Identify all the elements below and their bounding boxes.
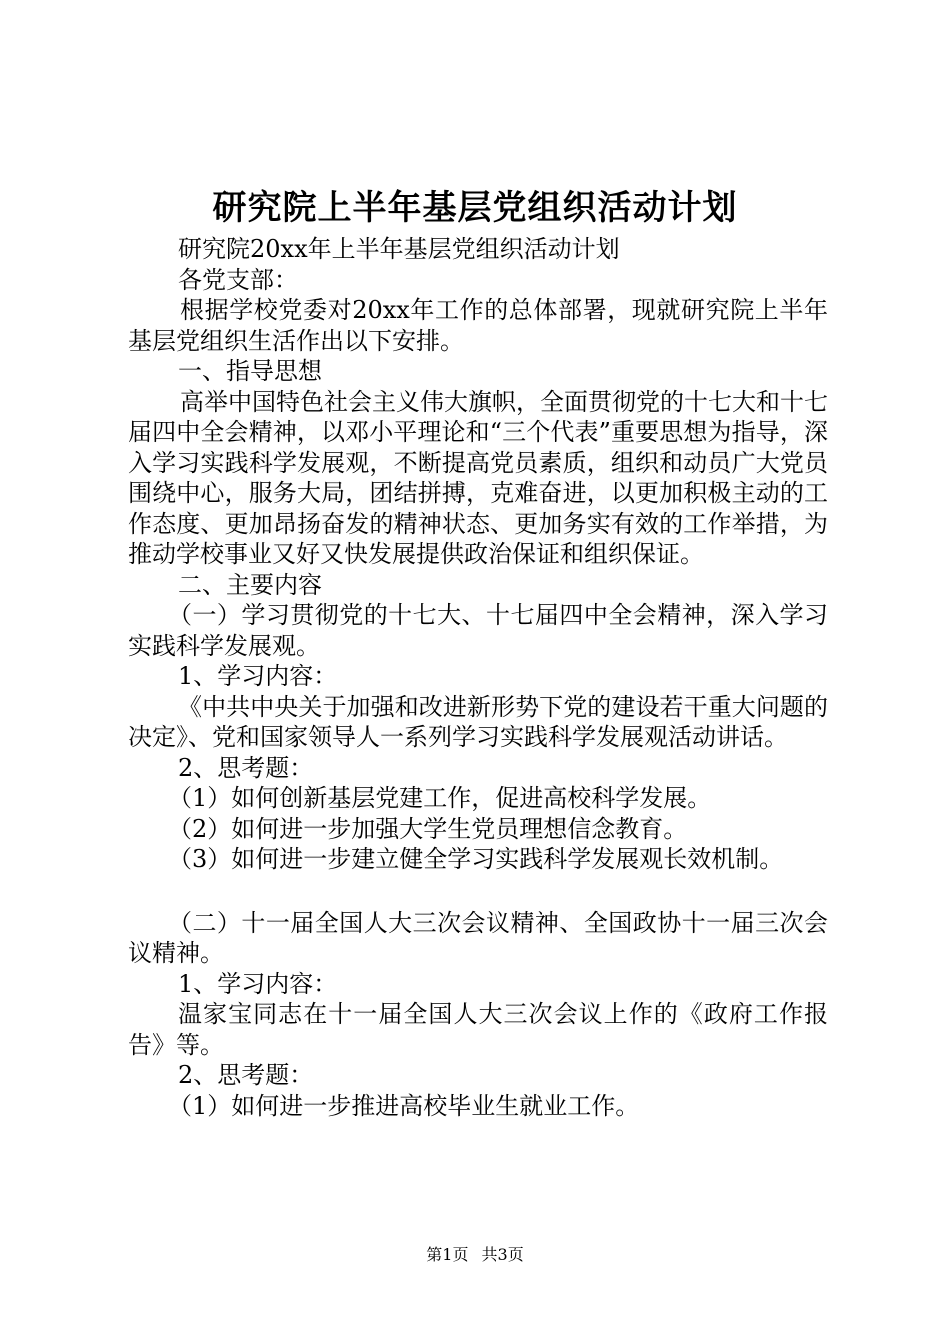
document-title: 研究院上半年基层党组织活动计划 bbox=[212, 188, 738, 228]
study-content-paragraph: 《中共中央关于加强和改进新形势下党的建设若干重大问题的决定》、党和国家领导人一系列学习实践科学发展观活动讲话。 bbox=[128, 692, 828, 751]
question-item: （3）如何进一步建立健全学习实践科学发展观长效机制。 bbox=[168, 845, 784, 873]
study-content-label: 1、学习内容： bbox=[178, 969, 338, 998]
study-content-label: 1、学习内容： bbox=[178, 662, 338, 690]
page-total: 共3页 bbox=[481, 1245, 524, 1264]
question-item: （2）如何进一步加强大学生党员理想信念教育。 bbox=[168, 814, 688, 843]
subsection-1-heading: （一）学习贯彻党的十七大、十七届四中全会精神，深入学习实践科学发展观。 bbox=[128, 601, 828, 660]
salutation: 各党支部： bbox=[178, 265, 298, 294]
discussion-questions-label: 2、思考题： bbox=[178, 1061, 314, 1089]
question-item: （1）如何进一步推进高校毕业生就业工作。 bbox=[168, 1091, 640, 1120]
paragraph-spacer bbox=[128, 875, 828, 908]
subsection-2-heading: （二）十一届全国人大三次会议精神、全国政协十一届三次会议精神。 bbox=[128, 908, 828, 967]
page-number: 第1页 bbox=[426, 1245, 469, 1264]
section-heading-main-content: 二、主要内容 bbox=[178, 570, 322, 599]
intro-paragraph: 根据学校党委对20xx年工作的总体部署，现就研究院上半年基层党组织生活作出以下安排。 bbox=[128, 296, 828, 355]
page-footer bbox=[0, 1244, 950, 1266]
section-heading-guiding-thought: 一、指导思想 bbox=[178, 357, 322, 385]
subtitle-line: 研究院20xx年上半年基层党组织活动计划 bbox=[178, 235, 620, 263]
question-item: （1）如何创新基层党建工作，促进高校科学发展。 bbox=[168, 784, 712, 812]
document-body bbox=[128, 234, 828, 1121]
guiding-thought-paragraph: 高举中国特色社会主义伟大旗帜，全面贯彻党的十七大和十七届四中全会精神，以邓小平理论和“三个代表”重要思想为指导，深入学习实践科学发展观，不断提高党员素质，组织和动员广大党员围绕中心，服务大局，团结拼搏，克难奋进，以更加积极主动的工作态度、更加昂扬奋发的精神状态、更加务实有效的工作举措，为推动学校事业又好又快发展提供政治保证和组织保证。 bbox=[128, 387, 828, 568]
discussion-questions-label: 2、思考题： bbox=[178, 753, 314, 782]
study-content-paragraph: 温家宝同志在十一届全国人大三次会议上作的《政府工作报告》等。 bbox=[128, 1000, 828, 1059]
